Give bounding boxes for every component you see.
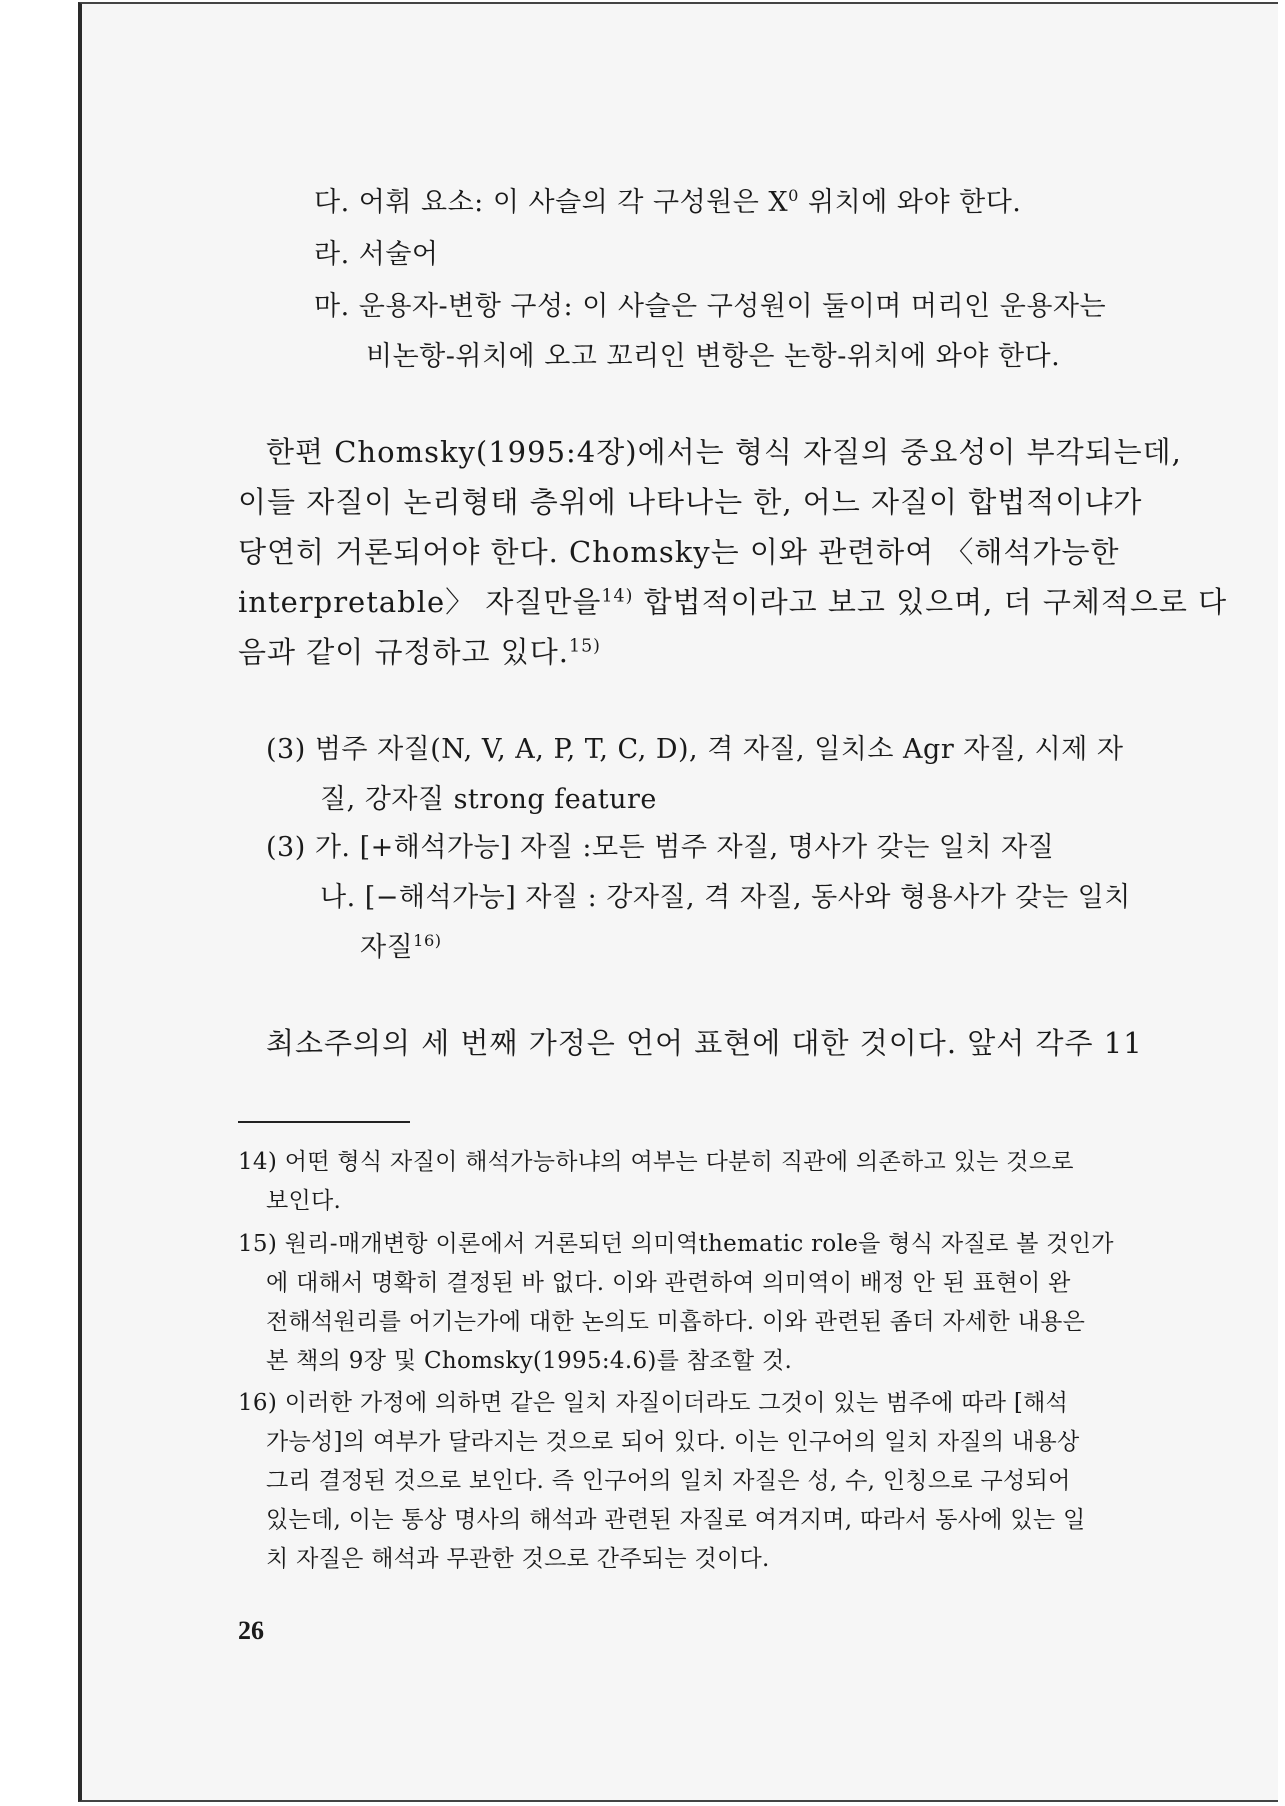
example-line: 자질$^{16)}$ (360, 931, 442, 963)
footnote-15-cont: 에 대해서 명확히 결정된 바 없다. 이와 관련하여 의미역이 배정 안 된 표현이 완 (266, 1270, 1071, 1296)
paragraph-line: 당연히 거론되어야 한다. Chomsky는 이와 관련하여 〈해석가능한 (238, 535, 1120, 569)
footnote-ref[interactable]: 14) (601, 586, 634, 607)
paragraph-line: 최소주의의 세 번째 가정은 언어 표현에 대한 것이다. 앞서 각주 11 (266, 1026, 1143, 1060)
paragraph-line: interpretable〉 자질만을$^{14)}$ 합법적이라고 보고 있으며, 더 구체적으로 다 (238, 585, 1228, 619)
footnote-16-cont: 치 자질은 해석과 무관한 것으로 간주되는 것이다. (266, 1546, 770, 1572)
list-item-ra: 라. 서술어 (314, 239, 439, 270)
example-line: (3) 가. [+해석가능] 자질 :모든 범주 자질, 명사가 갖는 일치 자질 (266, 832, 1055, 863)
footnote-15-cont: 본 책의 9장 및 Chomsky(1995:4.6)를 참조할 것. (266, 1348, 793, 1374)
footnote-14-cont: 보인다. (266, 1188, 342, 1214)
footnote-16: 16) 이러한 가정에 의하면 같은 일치 자질이더라도 그것이 있는 범주에 따라 [해석 (238, 1390, 1069, 1416)
footnote-divider (238, 1121, 410, 1123)
list-item-ma: 마. 운용자-변항 구성: 이 사슬은 구성원이 둘이며 머리인 운용자는 (314, 291, 1107, 322)
footnote-15: 15) 원리-매개변항 이론에서 거론되던 의미역thematic role을 형식 자질로 볼 것인가 (238, 1231, 1114, 1257)
list-item-da: 다. 어휘 요소: 이 사슬의 각 구성원은 $X^0$ 위치에 와야 한다. (314, 186, 1022, 218)
footnote-16-cont: 가능성]의 여부가 달라지는 것으로 되어 있다. 이는 인구어의 일치 자질의 내용상 (266, 1429, 1080, 1455)
footnote-16-cont: 있는데, 이는 통상 명사의 해석과 관련된 자질로 여겨지며, 따라서 동사에 있는 일 (266, 1507, 1086, 1533)
footnote-14: 14) 어떤 형식 자질이 해석가능하냐의 여부는 다분히 직관에 의존하고 있는 것으로 (238, 1149, 1074, 1175)
page-number: 26 (238, 1616, 264, 1645)
list-item-ma-cont: 비논항-위치에 오고 꼬리인 변항은 논항-위치에 와야 한다. (366, 341, 1061, 372)
example-line: 질, 강자질 strong feature (320, 784, 657, 815)
paragraph-line: 음과 같이 규정하고 있다.$^{15)}$ (238, 635, 601, 669)
footnote-15-cont: 전해석원리를 어기는가에 대한 논의도 미흡하다. 이와 관련된 좀더 자세한 내용은 (266, 1309, 1086, 1335)
example-line: (3) 범주 자질(N, V, A, P, T, C, D), 격 자질, 일치소 Agr 자질, 시제 자 (266, 734, 1124, 765)
example-line: 나. [−해석가능] 자질 : 강자질, 격 자질, 동사와 형용사가 갖는 일치 (320, 882, 1131, 913)
footnote-16-cont: 그리 결정된 것으로 보인다. 즉 인구어의 일치 자질은 성, 수, 인칭으로 구성되어 (266, 1468, 1071, 1494)
footnote-ref[interactable]: 15) (569, 636, 601, 657)
footnote-ref[interactable]: 16) (413, 931, 442, 950)
paragraph-line: 이들 자질이 논리형태 층위에 나타나는 한, 어느 자질이 합법적이냐가 (238, 485, 1143, 519)
paragraph-line: 한편 Chomsky(1995:4장)에서는 형식 자질의 중요성이 부각되는데, (266, 435, 1182, 469)
